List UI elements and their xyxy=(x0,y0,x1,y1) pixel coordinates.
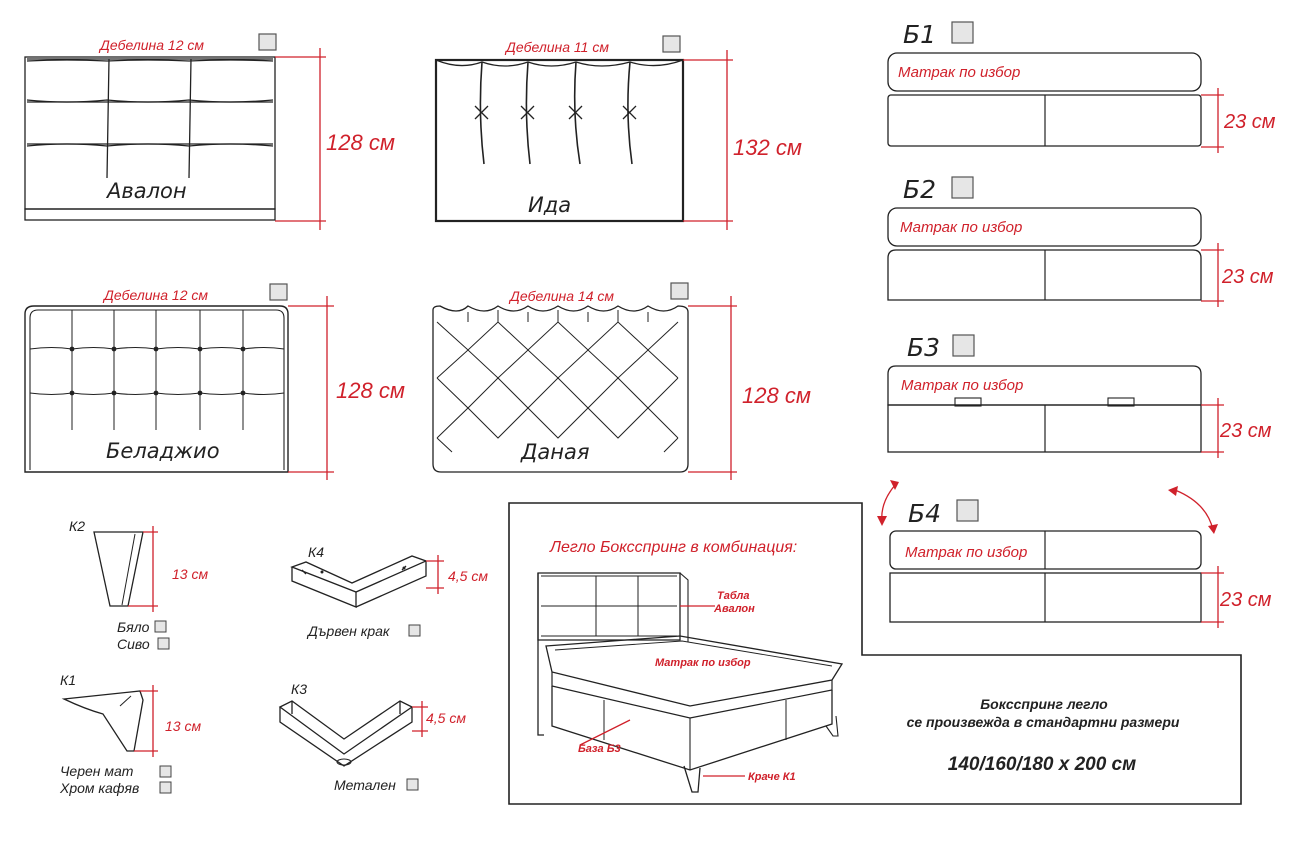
leg-k1 xyxy=(59,672,201,796)
b4-code: Б4 xyxy=(908,499,942,528)
combo-title: Легло Боксспринг в комбинация: xyxy=(550,539,798,556)
b1-checkbox[interactable] xyxy=(952,22,973,43)
k1-height-label: 13 см xyxy=(165,718,202,734)
base-b4 xyxy=(877,480,1272,628)
k3-checkbox[interactable] xyxy=(407,779,418,790)
combo-info-line1: Боксспринг легло xyxy=(980,696,1108,712)
headboard-beladzhio xyxy=(25,284,405,480)
b4-height-label: 23 см xyxy=(1220,589,1272,611)
b4-mattress-label: Матрак по избор xyxy=(905,544,1028,561)
ida-depth-label: Дебелина 11 см xyxy=(506,39,609,55)
combination-panel xyxy=(509,503,1241,804)
base-b2 xyxy=(888,175,1274,307)
b1-mattress-label: Матрак по избор xyxy=(898,64,1021,81)
base-b3 xyxy=(888,333,1272,458)
avalon-depth-label: Дебелина 12 см xyxy=(100,37,204,53)
ida-height-dimension xyxy=(683,50,733,230)
b2-checkbox[interactable] xyxy=(952,177,973,198)
combo-label-headboard-2: Авалон xyxy=(714,603,755,615)
leg-k4 xyxy=(292,544,488,639)
combo-label-base: База Б3 xyxy=(578,743,621,755)
beladzhio-depth-label: Дебелина 12 см xyxy=(104,287,208,303)
k1-option-2: Хром кафяв xyxy=(60,780,140,796)
b2-mattress-label: Матрак по избор xyxy=(900,219,1023,236)
base-b1 xyxy=(888,20,1276,153)
danaya-depth-label: Дебелина 14 см xyxy=(510,288,614,304)
b1-height-label: 23 см xyxy=(1224,111,1276,133)
avalon-checkbox[interactable] xyxy=(259,34,276,50)
b3-code: Б3 xyxy=(907,333,941,362)
avalon-height-label: 128 см xyxy=(326,130,395,155)
k3-height-label: 4,5 см xyxy=(426,710,466,726)
ida-checkbox[interactable] xyxy=(663,36,680,52)
k2-code: К2 xyxy=(69,518,86,534)
k2-height-label: 13 см xyxy=(172,566,209,582)
b3-height-label: 23 см xyxy=(1220,420,1272,442)
headboard-avalon xyxy=(25,34,395,230)
k4-code: К4 xyxy=(308,544,325,560)
k2-option-2: Сиво xyxy=(117,636,150,652)
ida-name: Ида xyxy=(528,193,572,217)
b1-code: Б1 xyxy=(903,20,937,49)
avalon-height-dimension xyxy=(275,48,326,230)
b2-code: Б2 xyxy=(903,175,937,204)
combo-label-headboard-1: Табла xyxy=(717,590,750,602)
k1-option-1-checkbox[interactable] xyxy=(160,766,171,777)
danaya-name: Даная xyxy=(521,440,590,464)
combo-info-line2: се произвежда в стандартни размери xyxy=(906,714,1180,730)
b4-checkbox[interactable] xyxy=(957,500,978,521)
beladzhio-height-dimension xyxy=(288,296,334,480)
beladzhio-height-label: 128 см xyxy=(336,378,405,403)
beladzhio-name: Беладжио xyxy=(106,439,220,463)
combo-label-mattress: Матрак по избор xyxy=(655,657,751,669)
k3-name: Метален xyxy=(334,777,396,793)
headboard-ida xyxy=(436,36,802,230)
leg-k3 xyxy=(280,681,466,793)
combo-sizes: 140/160/180 x 200 см xyxy=(947,754,1137,775)
ida-height-label: 132 см xyxy=(733,135,802,160)
k4-height-label: 4,5 см xyxy=(448,568,488,584)
avalon-name: Авалон xyxy=(107,179,187,203)
danaya-checkbox[interactable] xyxy=(671,283,688,299)
danaya-height-dimension xyxy=(688,296,737,480)
k4-checkbox[interactable] xyxy=(409,625,420,636)
danaya-height-label: 128 см xyxy=(742,383,811,408)
beladzhio-checkbox[interactable] xyxy=(270,284,287,300)
k2-option-2-checkbox[interactable] xyxy=(158,638,169,649)
combo-label-leg: Краче К1 xyxy=(748,771,796,783)
k1-option-2-checkbox[interactable] xyxy=(160,782,171,793)
k2-option-1-checkbox[interactable] xyxy=(155,621,166,632)
k2-option-1: Бяло xyxy=(117,619,150,635)
headboard-danaya xyxy=(433,283,811,480)
k1-code: К1 xyxy=(60,672,77,688)
leg-k2 xyxy=(69,518,208,652)
b2-height-label: 23 см xyxy=(1222,266,1274,288)
k3-code: К3 xyxy=(291,681,308,697)
k1-option-1: Черен мат xyxy=(60,763,134,779)
k4-name: Дървен крак xyxy=(308,623,390,639)
b3-checkbox[interactable] xyxy=(953,335,974,356)
b3-mattress-label: Матрак по избор xyxy=(901,377,1024,394)
